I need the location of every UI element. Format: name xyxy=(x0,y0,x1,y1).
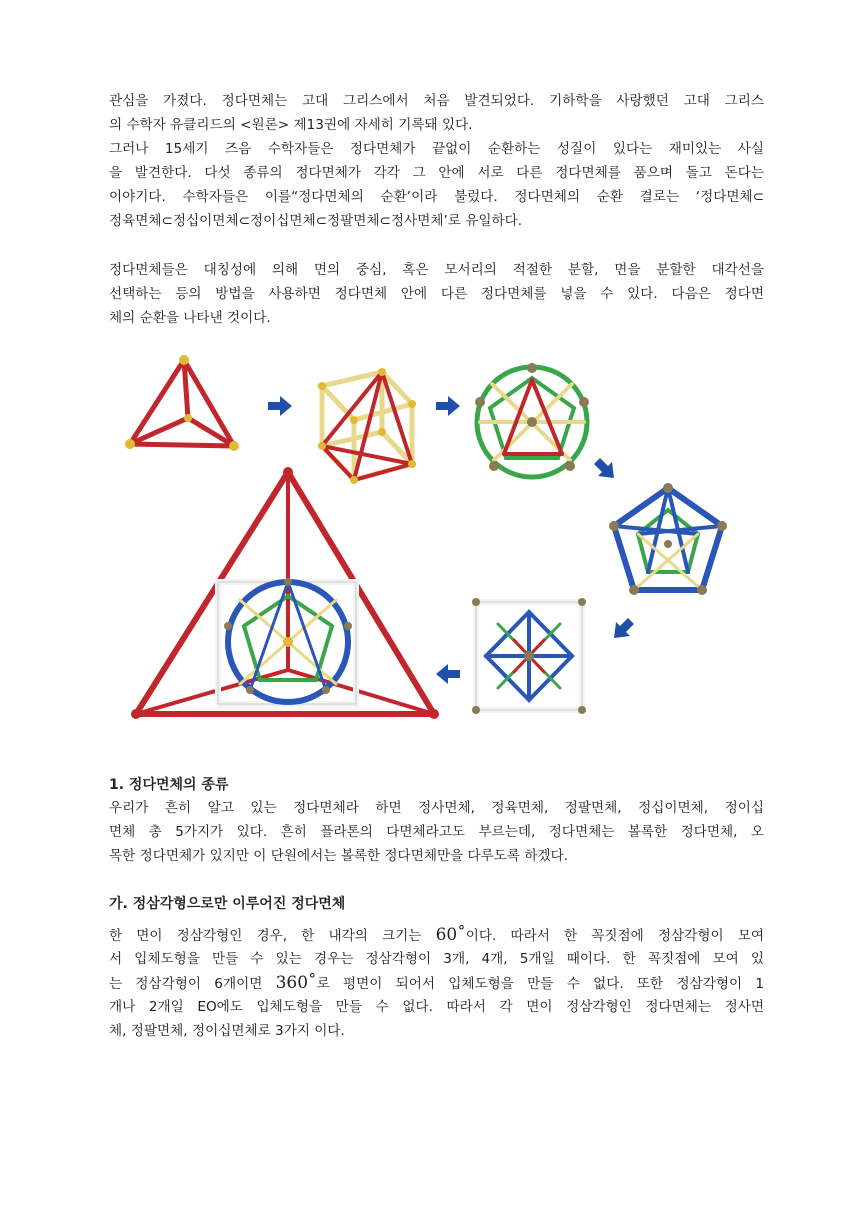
text-line: 목한 정다면체가 있지만 이 단원에서는 볼록한 정다면체만을 다루도록 하겠다. xyxy=(109,848,569,864)
sectionA-paragraph xyxy=(109,923,764,1043)
angle-360: 360˚ xyxy=(275,973,317,993)
octahedron-model xyxy=(472,598,586,714)
cube-with-tetrahedron-model xyxy=(318,368,416,484)
section-heading: 1. 정다면체의 종류 xyxy=(109,777,229,793)
text-line: 그러나 15세기 즈음 수학자들은 정다면체가 끝없이 순환하는 성질이 있다는 재미있는 사실 xyxy=(109,141,764,157)
arrow-icon xyxy=(594,458,614,478)
arrow-icon xyxy=(614,618,634,638)
angle-60: 60˚ xyxy=(435,925,466,945)
text-line: 을 발견한다. 다섯 종류의 정다면체가 각각 그 안에 서로 다른 정다면체를 품으며 돌고 돈다는 xyxy=(109,165,764,181)
text-fragment: 한 면이 정삼각형인 경우, 한 내각의 크기는 xyxy=(109,928,436,944)
intro-paragraph xyxy=(109,89,764,233)
arrow-icon xyxy=(436,396,460,416)
subsection-heading: 가. 정삼각형으로만 이루어진 정다면체 xyxy=(109,896,346,912)
tetrahedron-model xyxy=(125,355,239,451)
text-line: 면체 총 5가지가 있다. 흔히 플라톤의 다면체라고도 부르는데, 정다면체는 볼록한 정다면체, 오 xyxy=(109,824,764,840)
dodecahedron-model xyxy=(475,363,589,477)
text-fragment: 로 평면이 되어서 입체도형을 만들 수 없다. 또한 정삼각형이 1 xyxy=(316,976,764,992)
text-line: 정육면체⊂정십이면체⊂정이십면체⊂정팔면체⊂정사면체’로 유일하다. xyxy=(109,213,523,229)
text-line: 의 수학자 유클리드의 <원론> 제13권에 자세히 기록돼 있다. xyxy=(109,117,473,133)
text-line: 선택하는 등의 방법을 사용하면 정다면체 안에 다른 정다면체를 넣을 수 있다. 다음은 정다면 xyxy=(109,286,764,302)
text-fragment: 는 정삼각형이 6개이면 xyxy=(109,976,276,992)
arrow-icon xyxy=(268,396,292,416)
text-line: 이야기다. 수학자들은 이를“정다면체의 순환’이라 불렀다. 정다면체의 순환 결로는 ‘정다면체⊂ xyxy=(109,189,764,205)
text-line: 체의 순환을 나타낸 것이다. xyxy=(109,310,271,326)
text-line: 체, 정팔면체, 정이십면체로 3가지 이다. xyxy=(109,1023,345,1039)
arrow-icon xyxy=(436,664,460,684)
cycle-paragraph xyxy=(109,258,764,330)
text-line: 관심을 가졌다. 정다면체는 고대 그리스에서 처음 발견되었다. 기하학을 사랑했던 고대 그리스 xyxy=(109,93,764,109)
text-line: 서 입체도형을 만들 수 있는 경우는 정삼각형이 3개, 4개, 5개일 때이다. 한 꼭짓점에 모여 있 xyxy=(109,951,764,967)
text-line: 개나 2개일 EO에도 입체도형을 만들 수 없다. 따라서 각 면이 정삼각형인 정다면체는 정사면 xyxy=(109,999,764,1015)
text-line: 우리가 흔히 알고 있는 정다면체라 하면 정사면체, 정육면체, 정팔면체, 정십이면체, 정이십 xyxy=(109,800,764,816)
text-line: 정다면체들은 대칭성에 의해 면의 중심, 혹은 모서리의 적절한 분할, 면을 분할한 대각선을 xyxy=(109,262,764,278)
text-line xyxy=(109,971,764,995)
icosahedron-model xyxy=(609,483,727,595)
polyhedra-cycle-figure xyxy=(100,350,780,730)
nested-polyhedra-model xyxy=(131,467,439,719)
text-fragment: 이다. 따라서 한 꼭짓점에 정삼각형이 모여 xyxy=(465,928,764,944)
section1-paragraph xyxy=(109,796,764,868)
text-line xyxy=(109,923,764,947)
